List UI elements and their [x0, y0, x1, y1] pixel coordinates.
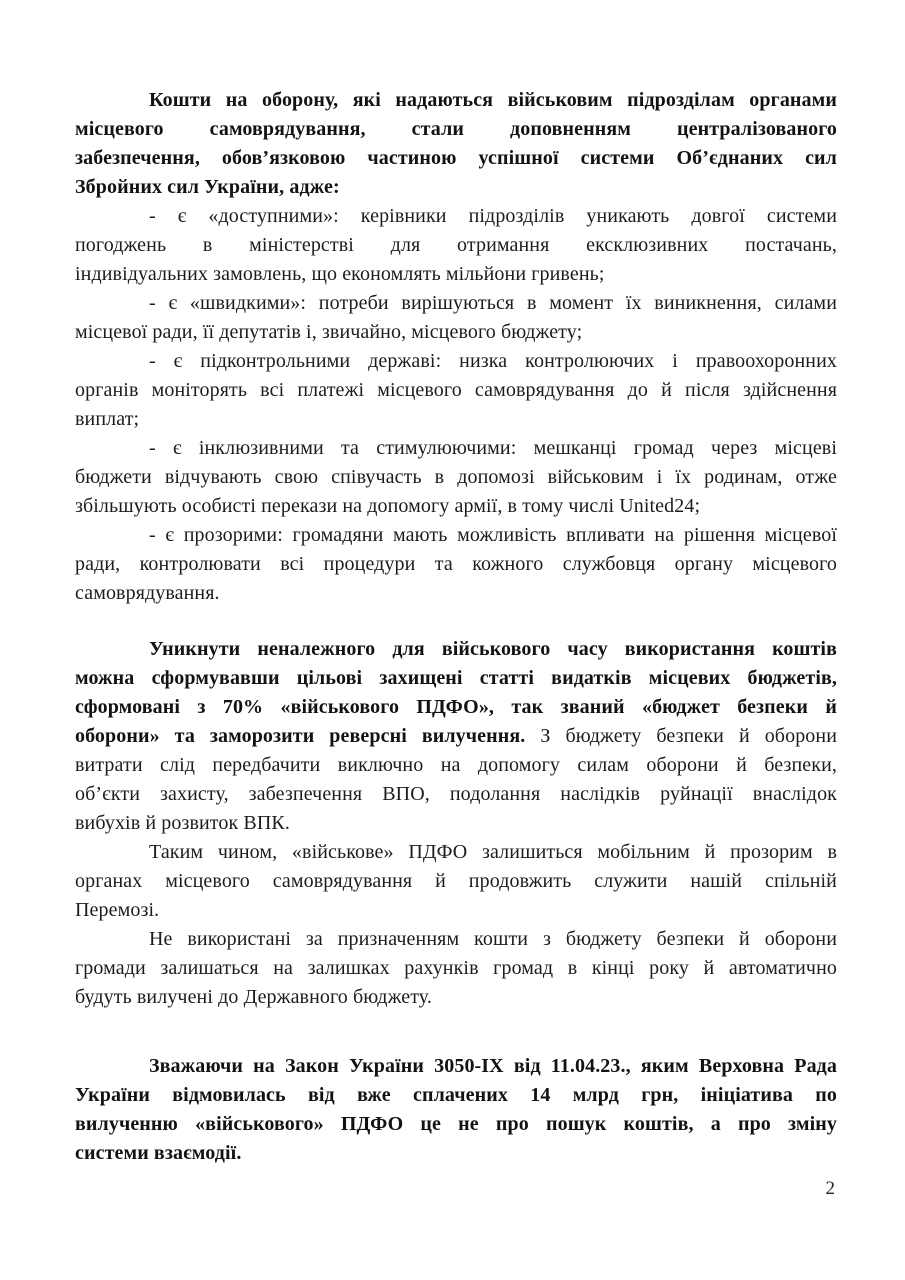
text-line	[75, 550, 837, 579]
text-line	[75, 664, 837, 693]
text-line	[75, 751, 837, 780]
text-segment: об’єкти захисту, забезпечення ВПО, подолання наслідків руйнації внаслідок	[75, 783, 837, 805]
text-line	[75, 318, 837, 347]
text-line	[75, 347, 837, 376]
text-segment: - є «доступними»: керівники підрозділів уникають довгої системи	[149, 205, 837, 227]
text-line	[75, 492, 837, 521]
paragraph	[75, 521, 837, 608]
text-segment: можна сформувавши цільові захищені статті видатків місцевих бюджетів,	[75, 667, 837, 689]
text-line	[75, 231, 837, 260]
paragraph	[75, 202, 837, 289]
text-line	[75, 722, 837, 751]
paragraph	[75, 347, 837, 434]
text-segment: місцевої ради, її депутатів і, звичайно, місцевого бюджету;	[75, 321, 583, 343]
text-line	[75, 1052, 837, 1081]
text-segment: сформовані з 70% «військового ПДФО», так званий «бюджет безпеки й	[75, 696, 837, 718]
text-line	[75, 838, 837, 867]
paragraph	[75, 86, 837, 202]
text-segment: оборони» та заморозити реверсні вилучення.	[75, 725, 526, 747]
text-segment: забезпечення, обов’язковою частиною успішної системи Об’єднаних сил	[75, 147, 837, 169]
paragraph	[75, 1052, 837, 1168]
text-segment: збільшують особисті перекази на допомогу армії, в тому числі United24;	[75, 495, 701, 517]
text-segment: самоврядування.	[75, 582, 220, 604]
text-line	[75, 115, 837, 144]
document-body	[75, 86, 837, 1168]
text-line	[75, 202, 837, 231]
text-segment: Не використані за призначенням кошти з бюджету безпеки й оборони	[149, 928, 837, 950]
text-line	[75, 86, 837, 115]
text-segment: вилученню «військового» ПДФО це не про пошук коштів, а про зміну	[75, 1113, 837, 1135]
paragraph	[75, 838, 837, 925]
text-segment: З бюджету безпеки й оборони	[525, 725, 837, 747]
text-line	[75, 809, 837, 838]
text-segment: місцевого самоврядування, стали доповненням централізованого	[75, 118, 837, 140]
text-segment: виплат;	[75, 408, 140, 430]
text-line	[75, 173, 837, 202]
text-segment: Зважаючи на Закон України 3050-IX від 11.04.23., яким Верховна Рада	[149, 1055, 837, 1077]
text-segment: - є інклюзивними та стимулюючими: мешканці громад через місцеві	[149, 437, 837, 459]
text-line	[75, 579, 837, 608]
text-line	[75, 463, 837, 492]
text-segment: погоджень в міністерстві для отримання ексклюзивних постачань,	[75, 234, 837, 256]
text-line	[75, 925, 837, 954]
text-segment: Перемозі.	[75, 899, 160, 921]
text-line	[75, 896, 837, 925]
text-segment: України відмовилась від вже сплачених 14 млрд грн, ініціатива по	[75, 1084, 837, 1106]
text-line	[75, 144, 837, 173]
text-line	[75, 434, 837, 463]
text-line	[75, 260, 837, 289]
text-segment: Уникнути неналежного для військового часу використання коштів	[149, 638, 837, 660]
paragraph	[75, 434, 837, 521]
text-line	[75, 954, 837, 983]
paragraph	[75, 289, 837, 347]
text-line	[75, 635, 837, 664]
text-line	[75, 1110, 837, 1139]
text-segment: органів моніторять всі платежі місцевого самоврядування до й після здійснення	[75, 379, 837, 401]
text-segment: - є підконтрольними державі: низка контролюючих і правоохоронних	[149, 350, 837, 372]
page-number: 2	[825, 1178, 835, 1199]
text-segment: індивідуальних замовлень, що економлять мільйони гривень;	[75, 263, 605, 285]
text-line	[75, 289, 837, 318]
text-segment: системи взаємодії.	[75, 1142, 242, 1164]
text-segment: - є «швидкими»: потреби вирішуються в момент їх виникнення, силами	[149, 292, 837, 314]
text-segment: бюджети відчувають свою співучасть в допомозі військовим і їх родинам, отже	[75, 466, 837, 488]
text-line	[75, 1081, 837, 1110]
text-segment: вибухів й розвиток ВПК.	[75, 812, 290, 834]
text-segment: витрати слід передбачити виключно на допомогу силам оборони й безпеки,	[75, 754, 837, 776]
text-line	[75, 405, 837, 434]
text-line	[75, 983, 837, 1012]
text-segment: Кошти на оборону, які надаються військовим підрозділам органами	[149, 89, 837, 111]
text-segment: Збройних сил України, адже:	[75, 176, 340, 198]
text-segment: громади залишаться на залишках рахунків громад в кінці року й автоматично	[75, 957, 837, 979]
text-segment: ради, контролювати всі процедури та кожного службовця органу місцевого	[75, 553, 837, 575]
text-segment: Таким чином, «військове» ПДФО залишиться мобільним й прозорим в	[149, 841, 837, 863]
text-line	[75, 376, 837, 405]
text-line	[75, 693, 837, 722]
paragraph	[75, 635, 837, 838]
paragraph	[75, 925, 837, 1012]
text-line	[75, 521, 837, 550]
text-line	[75, 780, 837, 809]
text-segment: будуть вилучені до Державного бюджету.	[75, 986, 432, 1008]
text-line	[75, 1139, 837, 1168]
text-line	[75, 867, 837, 896]
text-segment: органах місцевого самоврядування й продовжить служити нашій спільній	[75, 870, 837, 892]
text-segment: - є прозорими: громадяни мають можливість впливати на рішення місцевої	[149, 524, 837, 546]
